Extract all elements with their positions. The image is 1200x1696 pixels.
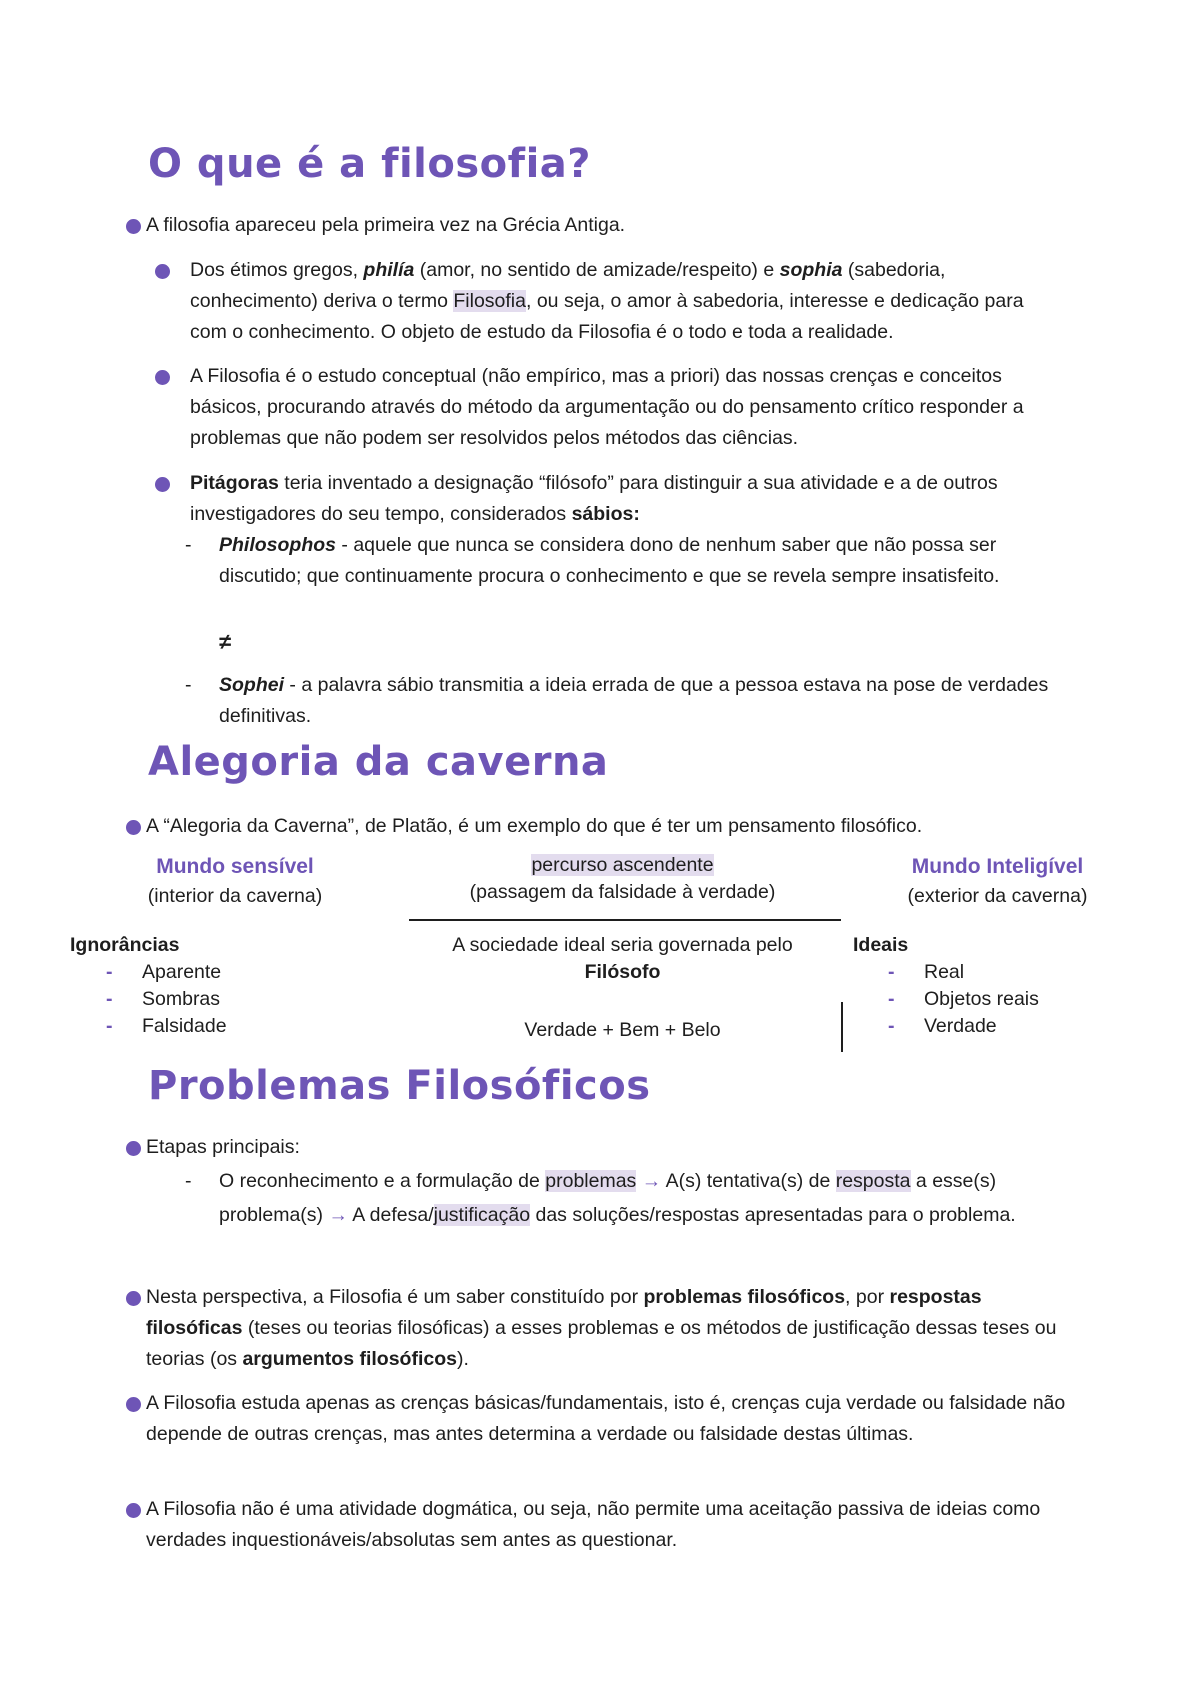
- list-item-text: Sombras: [142, 988, 221, 1010]
- list-item-text: Real: [924, 961, 965, 983]
- arrow-right-icon: →: [641, 1170, 662, 1192]
- list-item: [106, 1013, 366, 1040]
- subitem-sophei: [185, 670, 1055, 732]
- bullet-alegoria: [126, 811, 1086, 842]
- list-item: [888, 959, 1128, 986]
- arrow-right-icon: →: [328, 1204, 348, 1226]
- text-run: Nesta perspectiva, a Filosofia é um saber constituído por: [146, 1286, 644, 1308]
- bullet-text: A Filosofia é o estudo conceptual (não empírico, mas a priori) das nossas crenças e conceitos básicos, procurando através do método da argumentação ou do pensamento crítico responder a problemas que não podem ser resolvidos pelos métodos das ciências.: [190, 365, 1024, 449]
- percurso-divider: [409, 919, 841, 921]
- dash-marker: -: [888, 988, 895, 1010]
- bullet-text: A Filosofia não é uma atividade dogmática, ou seja, não permite uma aceitação passiva de ideias como verdades inquestionáveis/absolutas sem antes as questionar.: [146, 1498, 1041, 1551]
- dash-marker: -: [888, 961, 895, 983]
- text-run: , por: [845, 1286, 890, 1308]
- dash-marker: -: [106, 988, 113, 1010]
- mundo-inteligivel-box: [880, 852, 1115, 910]
- bullet-etimos: [155, 255, 1055, 348]
- text-run: O reconhecimento e a formulação de: [219, 1170, 546, 1192]
- dash-marker: -: [185, 674, 192, 696]
- ideais-title: Ideais: [853, 934, 909, 956]
- text-run: A(s) tentativa(s) de: [661, 1170, 836, 1192]
- sociedade-ideal: [405, 932, 840, 986]
- bullet-text: [126, 1282, 1071, 1375]
- term-respostas-filosoficas: respostas filosóficas: [146, 1286, 982, 1339]
- list-item: [888, 986, 1128, 1013]
- not-equal-symbol: ≠: [219, 629, 232, 654]
- term-sabios: sábios:: [571, 503, 640, 525]
- subitem-philosophos: [185, 530, 1055, 592]
- list-item-text: Falsidade: [142, 1015, 227, 1037]
- subitem-text: [185, 670, 1055, 732]
- bullet-text: A filosofia apareceu pela primeira vez na Grécia Antiga.: [146, 214, 626, 236]
- text-run: Dos étimos gregos,: [190, 259, 364, 281]
- bullet-dot-icon: [126, 1141, 141, 1156]
- sociedade-text: A sociedade ideal seria governada pelo: [452, 934, 793, 956]
- term-pitagoras: Pitágoras: [190, 472, 279, 494]
- bullet-dot-icon: [126, 1397, 141, 1412]
- text-run: teria inventado a designação “filósofo” para distinguir a sua atividade e a de outros investigadores do seu tempo, considerados: [190, 472, 998, 525]
- bullet-etapas: [126, 1132, 1086, 1163]
- mundo-inteligivel-title: Mundo Inteligível: [911, 855, 1084, 878]
- bullet-dot-icon: [155, 477, 170, 492]
- highlight-problemas: problemas: [545, 1170, 637, 1192]
- bullet-text: [155, 468, 1055, 530]
- heading-problemas-filosoficos: Problemas Filosóficos: [148, 1063, 651, 1109]
- bullet-crencas-basicas: [126, 1388, 1071, 1450]
- bullet-text: A Filosofia estuda apenas as crenças básicas/fundamentais, isto é, crenças cuja verdade ou falsidade não depende de outras crenças, mas antes determina a verdade ou falsidade destas últimas.: [146, 1392, 1066, 1445]
- mundo-sensivel-box: [110, 852, 360, 910]
- list-item-text: Aparente: [142, 961, 222, 983]
- etapas-steps: [185, 1164, 1070, 1232]
- bullet-grecia: [126, 210, 1086, 241]
- bullet-dot-icon: [126, 1503, 141, 1518]
- term-sophia: sophia: [779, 259, 843, 281]
- term-philosophos: Philosophos: [219, 534, 336, 556]
- dash-marker: -: [106, 1015, 113, 1037]
- heading-alegoria-da-caverna: Alegoria da caverna: [148, 739, 609, 785]
- list-item-text: Objetos reais: [924, 988, 1039, 1010]
- text-run: (amor, no sentido de amizade/respeito) e: [414, 259, 780, 281]
- percurso-sub: (passagem da falsidade à verdade): [469, 881, 776, 903]
- steps-text: [185, 1164, 1070, 1232]
- bullet-text: Etapas principais:: [146, 1136, 300, 1158]
- bullet-dot-icon: [155, 264, 170, 279]
- text-run: (sabedoria, conhecimento) deriva o termo: [190, 259, 946, 312]
- mundo-sensivel-sub: (interior da caverna): [147, 885, 323, 907]
- vertical-divider: [841, 1002, 843, 1052]
- term-philia: philía: [363, 259, 415, 281]
- dash-marker: -: [185, 1170, 192, 1192]
- percurso-box: [405, 852, 840, 906]
- bullet-perspectiva: [126, 1282, 1071, 1375]
- mundo-inteligivel-sub: (exterior da caverna): [907, 885, 1088, 907]
- bullet-nao-dogmatica: [126, 1494, 1071, 1556]
- term-sophei: Sophei: [219, 674, 285, 696]
- text-run: - a palavra sábio transmitia a ideia errada de que a pessoa estava na pose de verdades definitivas.: [219, 674, 1049, 727]
- heading-o-que-e-a-filosofia: O que é a filosofia?: [148, 141, 591, 187]
- bullet-dot-icon: [126, 219, 141, 234]
- text-run: ).: [456, 1348, 469, 1370]
- ignorancias-list: [106, 959, 366, 1040]
- bullet-estudo-conceptual: [155, 361, 1055, 454]
- highlight-justificacao: justificação: [433, 1204, 531, 1226]
- list-item: [106, 959, 366, 986]
- dash-marker: -: [185, 534, 192, 556]
- subitem-text: [185, 530, 1055, 592]
- bullet-dot-icon: [155, 370, 170, 385]
- filosofo-label: Filósofo: [584, 961, 661, 983]
- list-item: [888, 1013, 1128, 1040]
- highlight-resposta: resposta: [835, 1170, 911, 1192]
- bullet-pitagoras: [155, 468, 1055, 530]
- text-run: - aquele que nunca se considera dono de nenhum saber que não possa ser discutido; que continuamente procura o conhecimento e que se revela sempre insatisfeito.: [219, 534, 1000, 587]
- mundo-sensivel-title: Mundo sensível: [156, 855, 314, 878]
- text-run: , ou seja, o amor à sabedoria, interesse e dedicação para com o conhecimento. O objeto de estudo da Filosofia é o todo e toda a realidade.: [190, 290, 1024, 343]
- term-argumentos-filosoficos: argumentos filosóficos: [242, 1348, 457, 1370]
- ideais-list: [888, 959, 1128, 1040]
- dash-marker: -: [106, 961, 113, 983]
- list-item-text: Verdade: [924, 1015, 997, 1037]
- percurso-title: percurso ascendente: [531, 854, 714, 876]
- verdade-bem-belo: Verdade + Bem + Belo: [524, 1019, 721, 1041]
- bullet-text: A “Alegoria da Caverna”, de Platão, é um exemplo do que é ter um pensamento filosófico.: [146, 815, 923, 837]
- bullet-dot-icon: [126, 820, 141, 835]
- ignorancias-title: Ignorâncias: [70, 934, 180, 956]
- text-run: das soluções/respostas apresentadas para o problema.: [530, 1204, 1016, 1226]
- bullet-text: [155, 255, 1055, 348]
- list-item: [106, 986, 366, 1013]
- text-run: (teses ou teorias filosóficas) a esses problemas e os métodos de justificação dessas teses ou teorias (os: [146, 1317, 1057, 1370]
- text-run: A defesa/: [347, 1204, 434, 1226]
- dash-marker: -: [888, 1015, 895, 1037]
- highlight-filosofia: Filosofia: [453, 290, 526, 312]
- bullet-dot-icon: [126, 1291, 141, 1306]
- text-run: a esse(s) problema(s): [219, 1170, 997, 1226]
- term-problemas-filosoficos: problemas filosóficos: [643, 1286, 846, 1308]
